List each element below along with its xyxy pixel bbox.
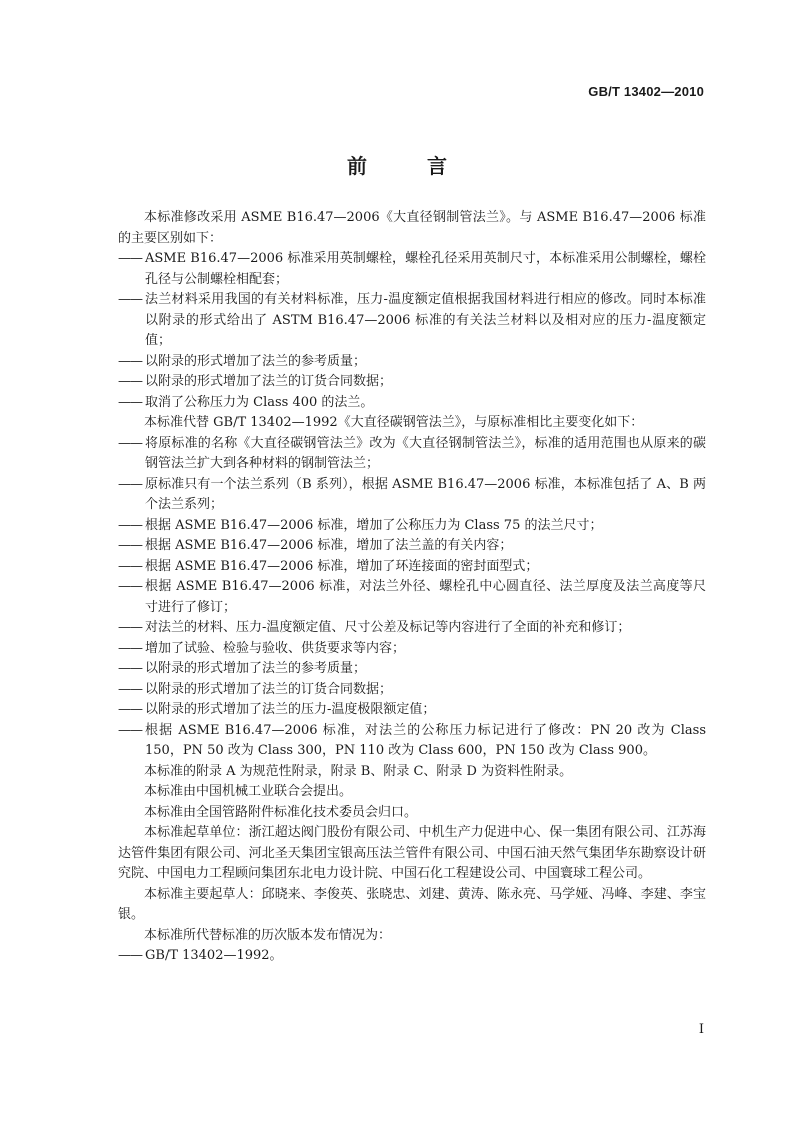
dash-item-text: 根据 ASME B16.47—2006 标准，对法兰的公称压力标记进行了修改：PN 20 改为 Class 150，PN 50 改为 Class 300，PN 110 改为 Class 600，PN 150 改为 Class 900。 [145,722,706,758]
dash-list-item [118,618,706,639]
dash-item-text: GB/T 13402—1992。 [145,948,283,963]
dash-mark: —— [118,374,142,389]
dash-list-item [118,352,706,373]
dash-item-text: 法兰材料采用我国的有关材料标准，压力-温度额定值根据我国材料进行相应的修改。同时本标准以附录的形式给出了 ASTM B16.47—2006 标准的有关法兰材料以及相对应的压力-温度额定值； [145,292,706,348]
dash-list-item [118,946,706,967]
dash-list-item [118,659,706,680]
dash-mark: —— [118,620,142,635]
dash-item-text: 取消了公称压力为 Class 400 的法兰。 [145,394,374,410]
dash-mark: —— [118,251,142,266]
dash-item-text: 以附录的形式增加了法兰的订货合同数据； [145,374,393,389]
dash-list-item [118,249,706,290]
dash-item-text: 以附录的形式增加了法兰的订货合同数据； [145,681,393,697]
dash-mark: —— [118,579,142,594]
dash-mark: —— [118,948,142,963]
dash-list-item [118,639,706,660]
paragraph: 本标准所代替标准的历次版本发布情况为： [144,927,392,943]
dash-list-item [118,536,706,557]
page-title: 前 言 [347,154,467,178]
dash-item-text: 以附录的形式增加了法兰的参考质量； [145,353,367,369]
dash-mark: —— [118,681,142,697]
dash-item-text: 以附录的形式增加了法兰的参考质量； [145,661,367,676]
dash-list-item [118,557,706,578]
dash-list-item [118,290,706,352]
dash-mark: —— [118,394,142,410]
dash-mark: —— [118,476,142,492]
dash-item-text: 增加了试验、检验与验收、供货要求等内容； [145,640,406,656]
dash-item-text: 以附录的形式增加了法兰的压力-温度极限额定值； [145,702,436,717]
dash-mark: —— [118,722,142,738]
paragraph: 本标准修改采用 ASME B16.47—2006《大直径钢制管法兰》。与 ASME B16.47—2006 标准的主要区别如下： [118,210,706,246]
dash-mark: —— [118,558,142,574]
dash-item-text: 将原标准的名称《大直径碳钢管法兰》改为《大直径钢制管法兰》，标准的适用范围也从原来的碳钢管法兰扩大到各种材料的钢制管法兰； [145,435,706,471]
dash-list-item [118,475,706,516]
dash-list-item [118,372,706,393]
dash-item-text: 对法兰的材料、压力-温度额定值、尺寸公差及标记等内容进行了全面的补充和修订； [145,620,631,635]
dash-mark: —— [118,353,142,369]
foreword-body [118,208,706,967]
dash-item-text: 根据 ASME B16.47—2006 标准，增加了环连接面的密封面型式； [145,558,539,574]
dash-list-item [118,721,706,762]
dash-item-text: 原标准只有一个法兰系列（B 系列），根据 ASME B16.47—2006 标准，本标准包括了 A、B 两个法兰系列； [145,476,706,512]
dash-item-text: 根据 ASME B16.47—2006 标准，增加了公称压力为 Class 75 的法兰尺寸； [145,517,603,533]
dash-list-item [118,393,706,414]
dash-mark: —— [118,435,142,451]
dash-list-item [118,577,706,618]
paragraph: 本标准由全国管路附件标准化技术委员会归口。 [144,804,418,820]
dash-mark: —— [118,640,142,656]
dash-mark: —— [118,702,142,717]
paragraph: 本标准由中国机械工业联合会提出。 [144,784,353,799]
dash-list-item [118,680,706,701]
dash-list-item [118,434,706,475]
dash-item-text: ASME B16.47—2006 标准采用英制螺栓，螺栓孔径采用英制尺寸，本标准采用公制螺栓，螺栓孔径与公制螺栓相配套； [145,251,706,287]
dash-list-item [118,700,706,721]
document-code: GB/T 13402—2010 [588,84,704,99]
paragraph: 本标准起草单位：浙江超达阀门股份有限公司、中机生产力促进中心、保一集团有限公司、江苏海达管件集团有限公司、河北圣天集团宝银高压法兰管件有限公司、中国石油天然气集团华东勘察设计研究院、中国电力工程顾问集团东北电力设计院、中国石化工程建设公司、中国寰球工程公司。 [118,825,706,881]
dash-mark: —— [118,292,142,307]
paragraph: 本标准的附录 A 为规范性附录，附录 B、附录 C、附录 D 为资料性附录。 [144,763,573,779]
dash-mark: —— [118,517,142,533]
dash-item-text: 根据 ASME B16.47—2006 标准，对法兰外径、螺栓孔中心圆直径、法兰厚度及法兰高度等尺寸进行了修订； [145,579,706,615]
dash-item-text: 根据 ASME B16.47—2006 标准，增加了法兰盖的有关内容； [145,538,513,553]
page-number: I [698,1022,704,1037]
dash-mark: —— [118,661,142,676]
paragraph: 本标准代替 GB/T 13402—1992《大直径碳钢管法兰》，与原标准相比主要变化如下： [144,415,644,430]
dash-mark: —— [118,538,142,553]
dash-list-item [118,516,706,537]
paragraph: 本标准主要起草人：邱晓来、李俊英、张晓忠、刘建、黄涛、陈永亮、马学娅、冯峰、李建、李宝银。 [118,886,706,922]
